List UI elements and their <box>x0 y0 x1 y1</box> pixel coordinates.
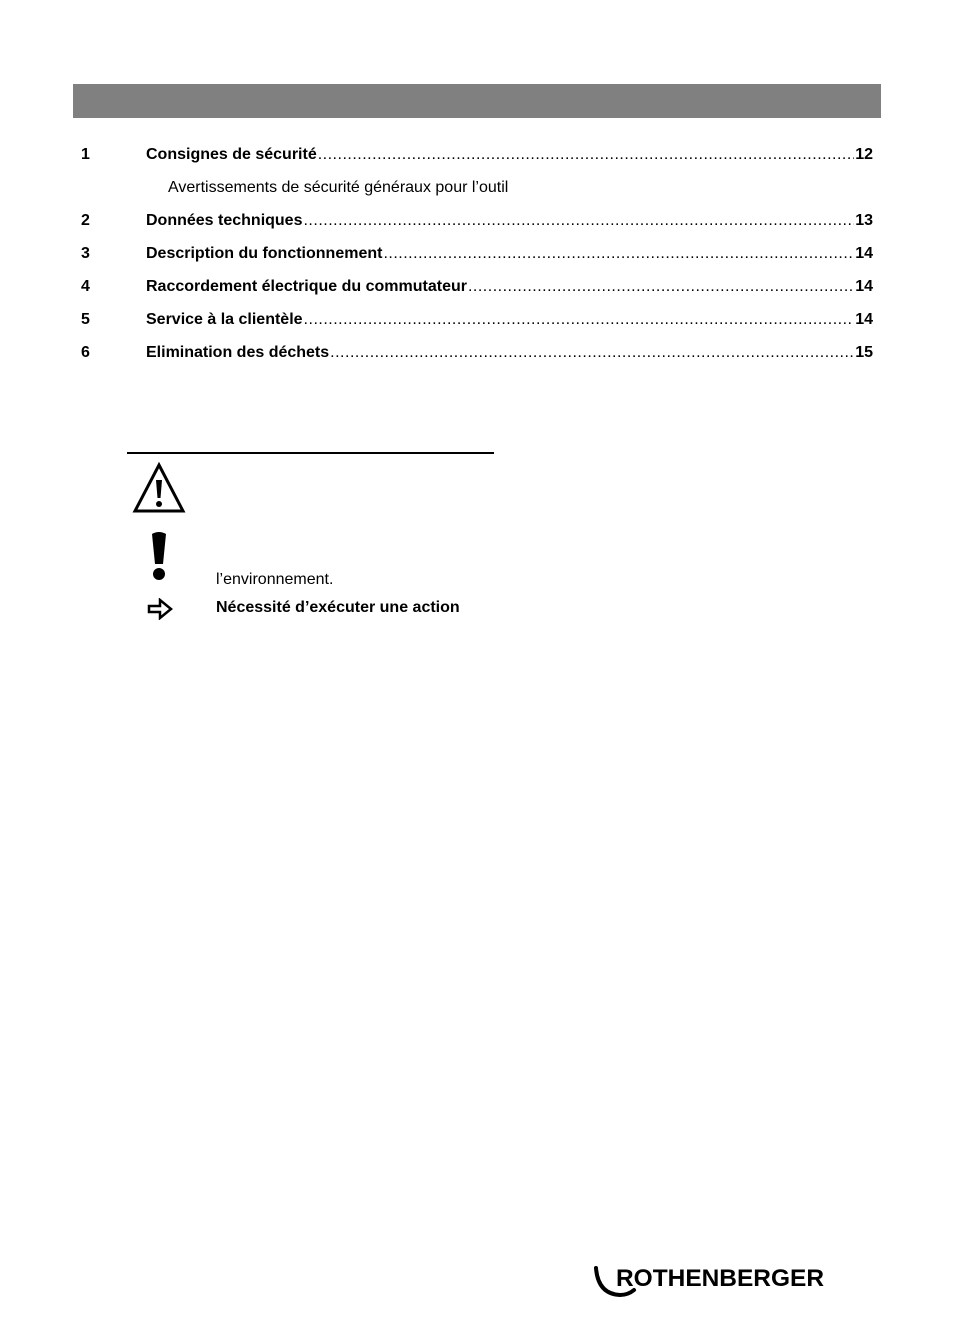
toc-leader-dots <box>383 244 854 264</box>
toc-entry-number: 4 <box>81 278 90 295</box>
toc-entry-number: 2 <box>81 212 90 229</box>
toc-entry-title: Données techniques <box>146 212 303 229</box>
arrow-right-icon <box>147 598 173 620</box>
logo-wordmark: ROTHENBERGER <box>616 1265 824 1292</box>
exclamation-icon <box>148 530 170 582</box>
toc-leader-dots <box>318 145 854 165</box>
toc-leader-dots <box>468 277 854 297</box>
toc-entry-page: 14 <box>855 311 873 328</box>
toc-entry-2[interactable] <box>81 211 873 244</box>
toc-leader-dots <box>303 211 854 231</box>
section-rule <box>127 452 494 454</box>
toc-entry-page: 14 <box>855 245 873 262</box>
toc-leader-dots <box>330 343 854 363</box>
attention-description: l’environnement. <box>216 571 334 588</box>
toc-entry-1[interactable] <box>81 145 873 178</box>
toc-leader-dots <box>304 310 855 330</box>
toc-entry-page: 15 <box>855 344 873 361</box>
warning-triangle-icon <box>132 462 186 514</box>
toc-entry-title: Elimination des déchets <box>146 344 330 361</box>
toc-entry-number: 3 <box>81 245 90 262</box>
toc-entry-page: 12 <box>855 146 873 163</box>
toc-subentry[interactable] <box>81 178 873 211</box>
header-bar <box>73 84 881 118</box>
toc-subentry-title: Avertissements de sécurité généraux pour l’outil <box>168 179 509 196</box>
table-of-contents <box>81 145 873 376</box>
toc-entry-page: 13 <box>855 212 873 229</box>
toc-entry-title: Description du fonctionnement <box>146 245 383 262</box>
toc-entry-3[interactable] <box>81 244 873 277</box>
toc-entry-4[interactable] <box>81 277 873 310</box>
toc-entry-number: 1 <box>81 146 90 163</box>
toc-entry-title: Service à la clientèle <box>146 311 303 328</box>
action-description: Nécessité d’exécuter une action <box>216 599 460 616</box>
toc-entry-6[interactable] <box>81 343 873 376</box>
rothenberger-logo <box>592 1262 828 1298</box>
toc-entry-page: 14 <box>855 278 873 295</box>
toc-entry-title: Raccordement électrique du commutateur <box>146 278 467 295</box>
toc-entry-5[interactable] <box>81 310 873 343</box>
toc-entry-number: 6 <box>81 344 90 361</box>
toc-entry-number: 5 <box>81 311 90 328</box>
toc-entry-title: Consignes de sécurité <box>146 146 317 163</box>
